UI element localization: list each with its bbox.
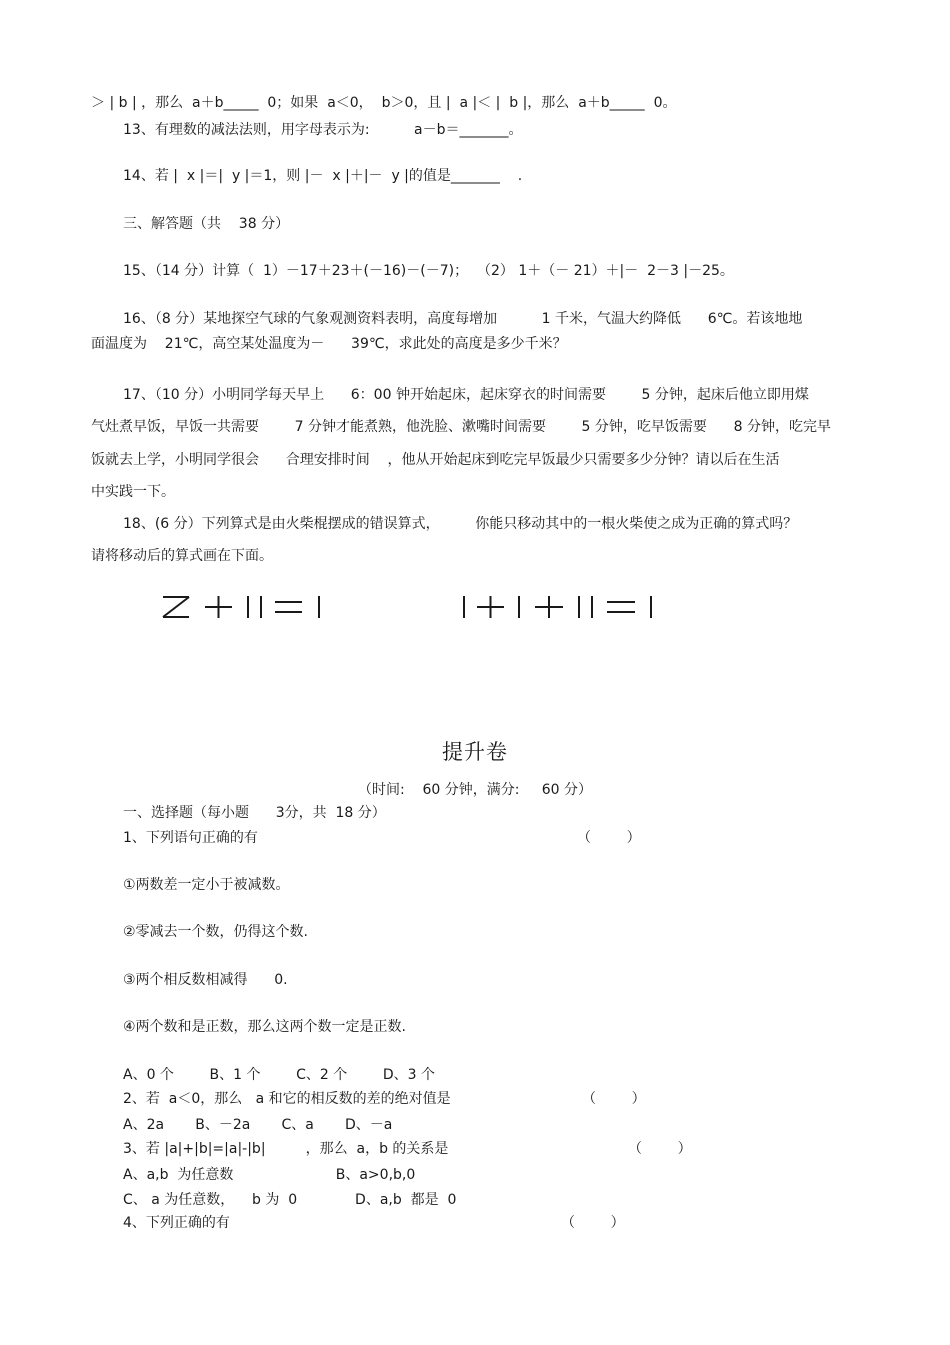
question-18-line-1: 18、(6 分）下列算式是由火柴棍摆成的错误算式， 你能只移动其中的一根火柴使之成为正确的算式吗？	[123, 516, 798, 532]
question-17-line-4: 中实践一下。	[91, 484, 175, 500]
question-2-options: A、2a B、－2a C、a D、－a	[123, 1117, 393, 1133]
question-1-statement-4: ④两个数和是正数，那么这两个数一定是正数.	[123, 1019, 406, 1035]
question-1-statement-1: ①两数差一定小于被减数。	[123, 877, 290, 893]
question-1-statement-2: ②零减去一个数，仍得这个数.	[123, 924, 309, 940]
question-17-line-1: 17、（10 分）小明同学每天早上 6：00 钟开始起床，起床穿衣的时间需要 5 分钟，起床后他立即用煤	[123, 387, 809, 403]
question-1-options: A、0 个 B、1 个 C、2 个 D、3 个	[123, 1067, 435, 1083]
question-2: 2、若 a＜0，那么 a 和它的相反数的差的绝对值是	[123, 1091, 451, 1107]
question-13: 13、有理数的减法法则，用字母表示为: a－b＝_______。	[123, 122, 523, 138]
question-3: 3、若 |a|+|b|=|a|-|b| ，那么 a，b 的关系是	[123, 1141, 449, 1157]
question-4-answer-paren: （ ）	[561, 1215, 625, 1231]
section-1-heading: 一、选择题（每小题 3分，共 18 分）	[123, 805, 386, 821]
question-14: 14、若 | x |＝| y |＝1，则 |－ x |＋|－ y |的值是_______ .	[123, 168, 523, 184]
question-3-answer-paren: （ ）	[628, 1141, 692, 1157]
question-17-line-3: 饭就去上学，小明同学很会 合理安排时间 ，他从开始起床到吃完早饭最少只需要多少分钟？请以后在生活	[91, 452, 780, 468]
question-4: 4、下列正确的有	[123, 1215, 230, 1231]
section-3-heading: 三、解答题（共 38 分）	[123, 216, 290, 232]
part-2-subtitle: （时间: 60 分钟，满分: 60 分）	[357, 782, 592, 798]
matchstick-equation-2	[464, 596, 651, 618]
question-15: 15、（14 分）计算（ 1）－17＋23＋(－16)－(－7)； （2） 1＋（－ 21）＋|－ 2－3 |－25。	[123, 263, 734, 279]
question-1-answer-paren: （ ）	[577, 830, 641, 846]
question-16-line-1: 16、（8 分）某地探空气球的气象观测资料表明，高度每增加 1 千米，气温大约降低 6℃。若该地地	[123, 311, 803, 327]
question-2-answer-paren: （ ）	[582, 1091, 646, 1107]
matchstick-equation-1	[163, 596, 319, 618]
matchstick-equations	[0, 0, 950, 640]
question-18-line-2: 请将移动后的算式画在下面。	[91, 548, 273, 564]
question-1-statement-3: ③两个相反数相减得 0.	[123, 972, 288, 988]
question-16-line-2: 面温度为 21℃，高空某处温度为－ 39℃，求此处的高度是多少千米？	[91, 336, 567, 352]
question-1: 1、下列语句正确的有	[123, 830, 258, 846]
question-17-line-2: 气灶煮早饭，早饭一共需要 7 分钟才能煮熟，他洗脸、漱嘴时间需要 5 分钟，吃早饭需要 8 分钟，吃完早	[91, 419, 831, 435]
question-3-options-ab: A、a,b 为任意数 B、a>0,b,0	[123, 1167, 416, 1183]
line-abs: ＞ | b | ，那么 a＋b_____ 0；如果 a＜0， b＞0，且 | a |＜ | b |，那么 a＋b_____ 0。	[91, 95, 677, 111]
question-3-options-cd: C、 a 为任意数， b 为 0 D、a,b 都是 0	[123, 1192, 457, 1208]
part-2-title: 提升卷	[442, 740, 508, 764]
